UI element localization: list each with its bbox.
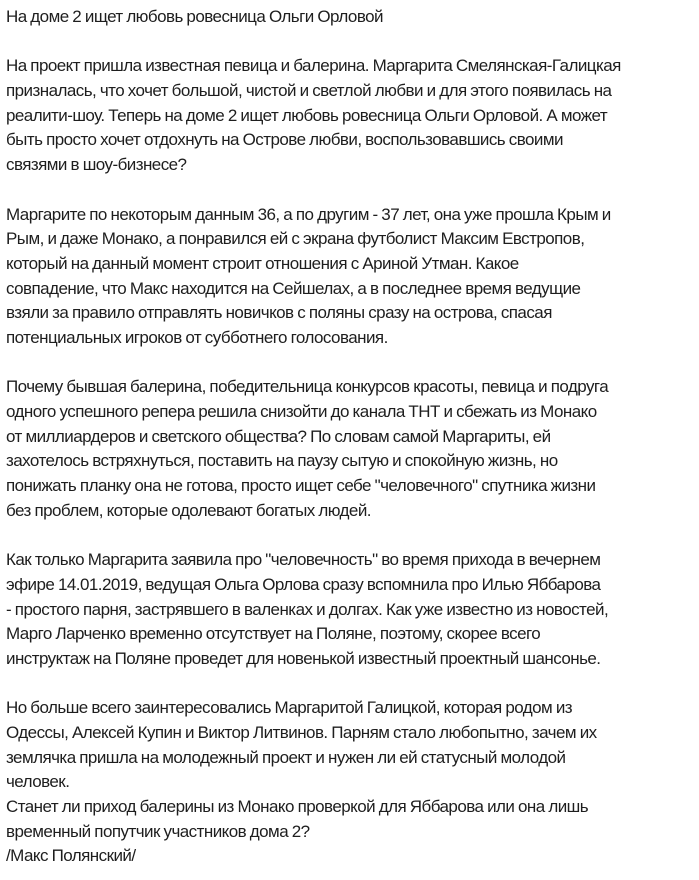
text-line: понижать планку она не готова, просто ищет себе "человечного" спутника жизни [6,476,596,496]
text-line: взяли за правило отправлять новичков с поляны сразу на острова, спасая [6,303,552,323]
paragraph-5 [6,696,699,844]
spacer [6,178,699,203]
text-line: временный попутчик участников дома 2? [6,821,310,841]
text-line: реалити-шоу. Теперь на доме 2 ищет любовь ровесница Ольги Орловой. А может [6,105,608,125]
text-line: Одессы, Алексей Купин и Виктор Литвинов. Парням стало любопытно, зачем их [6,722,597,742]
spacer [6,672,699,697]
text-line: быть просто хочет отдохнуть на Острове любви, воспользовавшись своими [6,130,563,150]
text-line: человек. [6,772,70,792]
text-line: призналась, что хочет большой, чистой и светлой любви и для этого появилась на [6,81,612,101]
text-line: землячка пришла на молодежный проект и нужен ли ей статусный молодой [6,747,566,767]
text-line: Почему бывшая балерина, победительница конкурсов красоты, певица и подруга [6,377,609,397]
spacer [6,30,699,55]
paragraph-4 [6,548,699,671]
text-line: захотелось встряхнуться, поставить на паузу сытую и спокойную жизнь, но [6,451,558,471]
text-line: одного успешного репера решила снизойти до канала ТНТ и сбежать из Монако [6,402,597,421]
paragraph-1 [6,54,699,177]
text-line: от миллиардеров и светского общества? По словам самой Маргариты, ей [6,426,551,446]
text-line: Станет ли приход балерины из Монако проверкой для Яббарова или она лишь [6,797,589,816]
text-line: Маргарите по некоторым данным 36, а по другим - 37 лет, она уже прошла Крым и [6,204,611,224]
text-line: Как только Маргарита заявила про "человечность" во время прихода в вечернем [6,550,601,570]
text-line: потенциальных игроков от субботнего голосования. [6,327,388,347]
text-line: инструктаж на Поляне проведет для новенькой известный проектный шансонье. [6,648,601,668]
text-line: совпадение, что Макс находится на Сейшелах, а в последнее время ведущие [6,278,581,298]
spacer [6,523,699,548]
text-line: - простого парня, застрявшего в валенках и долгах. Как уже известно из новостей, [6,599,609,619]
text-line: эфире 14.01.2019, ведущая Ольга Орлова сразу вспомнила про Илью Яббарова [6,574,601,594]
author-signature: /Макс Полянский/ [6,846,136,866]
text-line: который на данный момент строит отношения с Ариной Утман. Какое [6,253,519,273]
text-line: На проект пришла известная певица и балерина. Маргарита Смелянская-Галицкая [6,56,621,76]
text-line: Марго Ларченко временно отсутствует на Поляне, поэтому, скорее всего [6,624,541,644]
text-line: без проблем, которые одолевают богатых людей. [6,500,371,520]
text-line: Но больше всего заинтересовались Маргаритой Галицкой, которая родом из [6,698,573,718]
paragraph-3 [6,375,699,523]
spacer [6,351,699,376]
article-title: На доме 2 ищет любовь ровесница Ольги Орловой [6,7,383,26]
text-line: Рым, и даже Монако, а понравился ей с экрана футболист Максим Евстропов, [6,229,585,249]
paragraph-2 [6,203,699,351]
text-line: связями в шоу-бизнесе? [6,155,187,175]
